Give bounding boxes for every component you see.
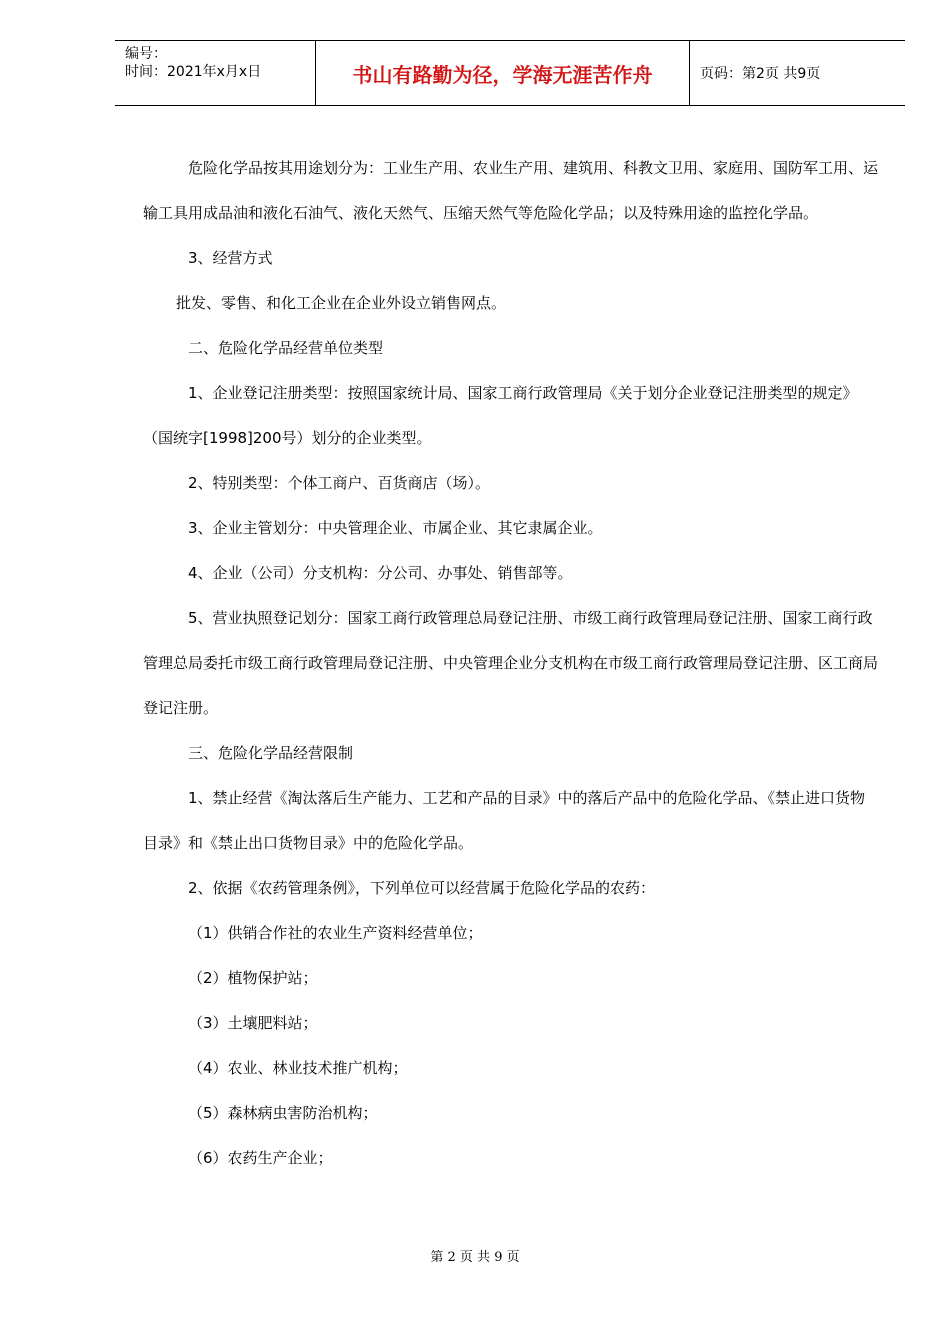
paragraph-branch: 4、企业（公司）分支机构：分公司、办事处、销售部等。 <box>188 564 573 582</box>
paragraph-license-registration: 5、营业执照登记划分：国家工商行政管理总局登记注册、市级工商行政管理局登记注册、国家工商行政管理总局委托市级工商行政管理局登记注册、中央管理企业分支机构在市级工商行政管理局登记注册、区工商局登记注册。 <box>143 609 879 717</box>
paragraph-usage-classification: 危险化学品按其用途划分为：工业生产用、农业生产用、建筑用、科教文卫用、家庭用、国防军工用、运输工具用成品油和液化石油气、液化天然气、压缩天然气等危险化学品；以及特殊用途的监控化学品。 <box>143 159 879 222</box>
heading-unit-types: 二、危险化学品经营单位类型 <box>188 339 384 357</box>
list-item: （4）农业、林业技术推广机构； <box>188 1059 408 1077</box>
list-item: （2）植物保护站； <box>188 969 318 987</box>
paragraph-business-mode: 批发、零售、和化工企业在企业外设立销售网点。 <box>176 294 507 312</box>
list-item: （3）土壤肥料站； <box>188 1014 318 1032</box>
list-item: （6）农药生产企业； <box>188 1149 333 1167</box>
list-item: （1）供销合作社的农业生产资料经营单位； <box>188 924 483 942</box>
paragraph-registration-type: 1、企业登记注册类型：按照国家统计局、国家工商行政管理局《关于划分企业登记注册类型的规定》（国统字[1998]200号）划分的企业类型。 <box>143 384 858 447</box>
time-label: 时间：2021年x月x日 <box>125 64 262 80</box>
header-motto: 书山有路勤为径，学海无涯苦作舟 <box>315 41 690 105</box>
paragraph-prohibited: 1、禁止经营《淘汰落后生产能力、工艺和产品的目录》中的落后产品中的危险化学品、《禁止进口货物目录》和《禁止出口货物目录》中的危险化学品。 <box>143 789 866 852</box>
page-header <box>115 40 905 106</box>
page-footer: 第 2 页 共 9 页 <box>430 1250 520 1265</box>
heading-restrictions: 三、危险化学品经营限制 <box>188 744 354 762</box>
document-body <box>143 146 878 1181</box>
heading-business-mode: 3、经营方式 <box>188 249 273 267</box>
number-label: 编号： <box>125 46 167 62</box>
list-item: （5）森林病虫害防治机构； <box>188 1104 378 1122</box>
paragraph-supervisor: 3、企业主管划分：中央管理企业、市属企业、其它隶属企业。 <box>188 519 603 537</box>
header-meta <box>115 41 315 105</box>
header-page-info: 页码：第2页 共9页 <box>700 66 821 82</box>
paragraph-special-type: 2、特别类型：个体工商户、百货商店（场）。 <box>188 474 491 492</box>
paragraph-pesticide-rule: 2、依据《农药管理条例》，下列单位可以经营属于危险化学品的农药： <box>188 879 656 897</box>
